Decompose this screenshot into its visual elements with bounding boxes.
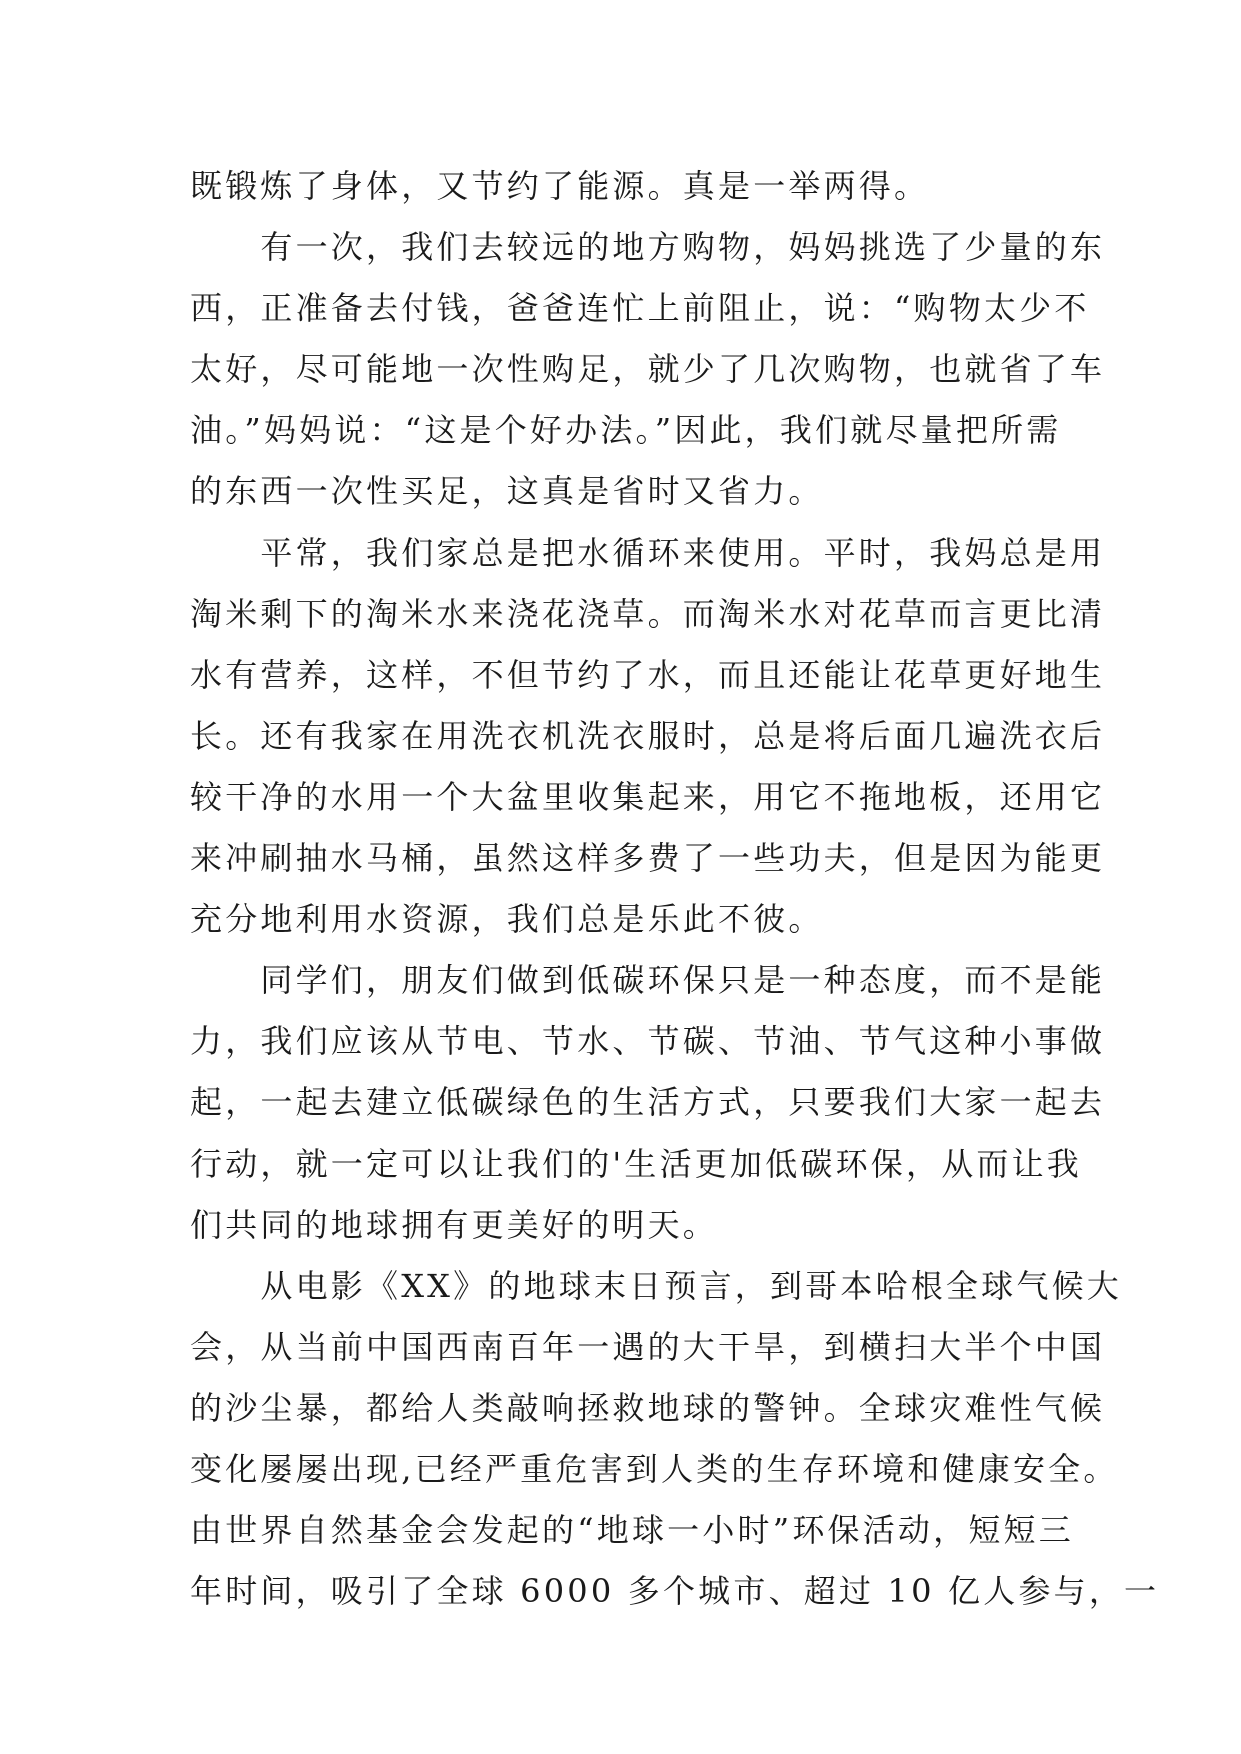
text-line: 充分地利用水资源，我们总是乐此不彼。 bbox=[190, 900, 824, 939]
text-line: 由世界自然基金会发起的“地球一小时”环保活动，短短三 bbox=[190, 1511, 1074, 1550]
text-line: 西，正准备去付钱，爸爸连忙上前阻止，说：“购物太少不 bbox=[190, 289, 1090, 328]
text-line: 们共同的地球拥有更美好的明天。 bbox=[190, 1205, 719, 1244]
text-line: 水有营养，这样，不但节约了水，而且还能让花草更好地生 bbox=[190, 655, 1106, 694]
text-line: 平常，我们家总是把水循环来使用。平时，我妈总是用 bbox=[190, 533, 1106, 572]
text-line: 长。还有我家在用洗衣机洗衣服时，总是将后面几遍洗衣后 bbox=[190, 716, 1106, 755]
text-line: 既锻炼了身体，又节约了能源。真是一举两得。 bbox=[190, 167, 930, 205]
text-line: 太好，尽可能地一次性购足，就少了几次购物，也就省了车 bbox=[190, 350, 1106, 389]
text-line: 来冲刷抽水马桶，虽然这样多费了一些功夫，但是因为能更 bbox=[190, 839, 1106, 878]
text-line: 年时间，吸引了全球 6000 多个城市、超过 10 亿人参与，一 bbox=[190, 1572, 1160, 1611]
text-line: 的沙尘暴，都给人类敲响拯救地球的警钟。全球灾难性气候 bbox=[190, 1388, 1106, 1427]
document-body bbox=[190, 156, 1160, 1622]
text-line: 淘米剩下的淘米水来浇花浇草。而淘米水对花草而言更比清 bbox=[190, 594, 1106, 633]
text-line: 会，从当前中国西南百年一遇的大干旱，到横扫大半个中国 bbox=[190, 1327, 1106, 1366]
text-line: 油。”妈妈说：“这是个好办法。”因此，我们就尽量把所需 bbox=[190, 411, 1062, 450]
text-line: 较干净的水用一个大盆里收集起来，用它不拖地板，还用它 bbox=[190, 777, 1106, 816]
text-line: 从电影《XX》的地球末日预言，到哥本哈根全球气候大 bbox=[190, 1266, 1122, 1305]
text-line: 力，我们应该从节电、节水、节碳、节油、节气这种小事做 bbox=[190, 1022, 1106, 1061]
text-line: 变化屡屡出现,已经严重危害到人类的生存环境和健康安全。 bbox=[190, 1449, 1119, 1488]
text-line: 行动，就一定可以让我们的'生活更加低碳环保，从而让我 bbox=[190, 1144, 1082, 1183]
text-line: 有一次，我们去较远的地方购物，妈妈挑选了少量的东 bbox=[190, 228, 1106, 267]
text-line: 起，一起去建立低碳绿色的生活方式，只要我们大家一起去 bbox=[190, 1083, 1106, 1122]
text-line: 的东西一次性买足，这真是省时又省力。 bbox=[190, 472, 824, 511]
text-line: 同学们，朋友们做到低碳环保只是一种态度，而不是能 bbox=[190, 961, 1106, 1000]
